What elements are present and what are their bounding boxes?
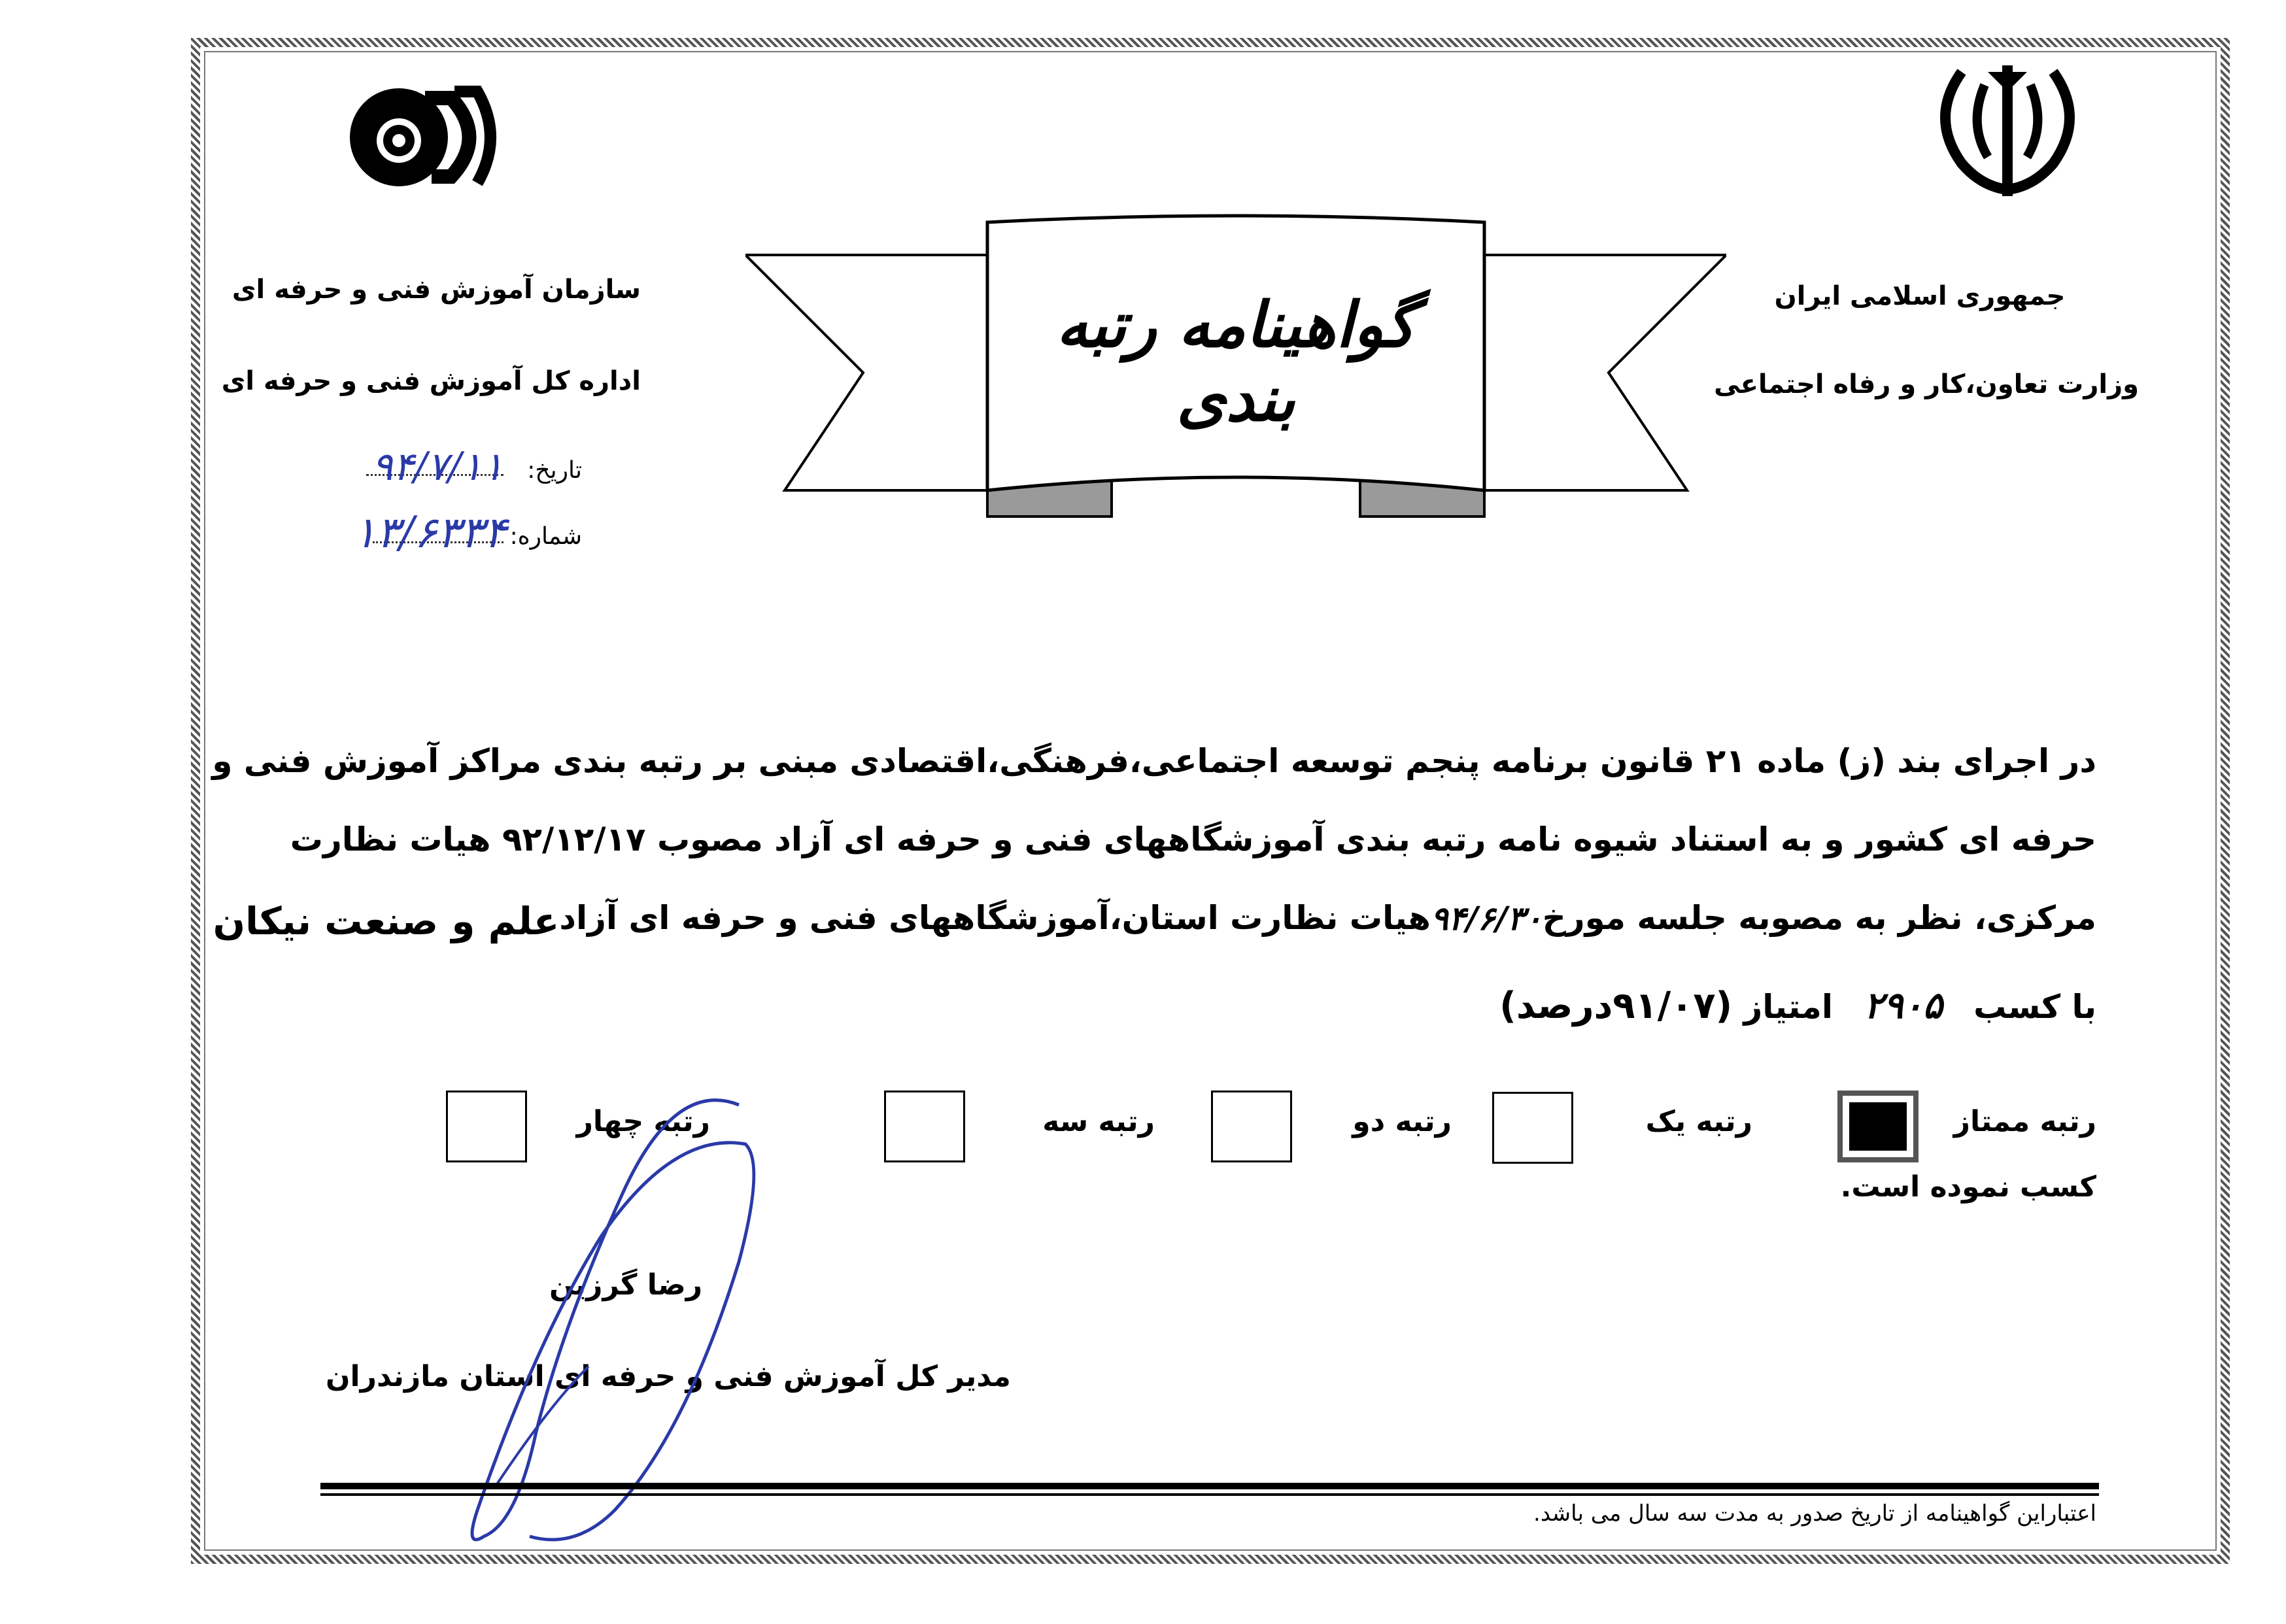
rank-checkbox-three[interactable] bbox=[884, 1091, 965, 1162]
date-value: ۹۴/۷/۱۱ bbox=[371, 444, 503, 490]
meeting-date: ۹۴/۶/۳۰ bbox=[1430, 899, 1543, 938]
rank-label-excellent: رتبه ممتاز bbox=[1953, 1105, 2096, 1138]
footer-rule-thin bbox=[320, 1493, 2099, 1496]
tvto-logo-icon bbox=[347, 78, 497, 196]
checkmark-fill bbox=[1849, 1102, 1907, 1151]
rank-checkbox-excellent[interactable] bbox=[1837, 1091, 1919, 1162]
rank-label-three: رتبه سه bbox=[1042, 1105, 1155, 1138]
score-percent: (۹۱/۰۷درصد) bbox=[1499, 985, 1733, 1027]
rank-label-four: رتبه چهار bbox=[576, 1105, 710, 1138]
number-row bbox=[262, 507, 582, 562]
number-value: ۱۳/۶۳۳۴ bbox=[353, 507, 507, 558]
date-row bbox=[307, 444, 582, 494]
score-label: امتیاز bbox=[1743, 988, 1833, 1026]
footer-rule-thick bbox=[320, 1483, 2099, 1489]
body-line-3-middle: هیات نظارت استان،آموزشگاههای فنی و حرفه ای آزاد bbox=[559, 899, 1431, 937]
handwritten-signature bbox=[458, 1092, 772, 1549]
organization-name: سازمان آموزش فنی و حرفه ای bbox=[231, 275, 641, 305]
validity-note: اعتباراین گواهینامه از تاریخ صدور به مدت سه سال می باشد. bbox=[1533, 1500, 2096, 1527]
score-value: ۲۹۰۵ bbox=[1864, 984, 1943, 1027]
institute-name: علم و صنعت نیکان bbox=[213, 899, 560, 943]
body-line-3 bbox=[213, 899, 2096, 943]
signer-title: مدیر کل آموزش فنی و حرفه ای استان مازندران bbox=[326, 1360, 1011, 1393]
rank-checkbox-two[interactable] bbox=[1211, 1091, 1292, 1162]
rank-label-one: رتبه یک bbox=[1645, 1105, 1752, 1138]
closing-text: کسب نموده است. bbox=[1840, 1170, 2096, 1204]
ministry-name: وزارت تعاون،کار و رفاه اجتماعی bbox=[1714, 369, 2139, 399]
date-label: تاریخ: bbox=[527, 457, 582, 484]
country-name: جمهوری اسلامی ایران bbox=[1774, 281, 2066, 311]
number-label: شماره: bbox=[509, 523, 582, 550]
score-prefix: با کسب bbox=[1973, 988, 2096, 1026]
body-line-3-prefix: مرکزی، نظر به مصوبه جلسه مورخ bbox=[1542, 899, 2096, 937]
certificate-title: گواهینامه رتبه بندی bbox=[1056, 288, 1416, 435]
rank-label-two: رتبه دو bbox=[1352, 1105, 1452, 1138]
iran-emblem-icon bbox=[1916, 59, 2099, 203]
body-line-2: حرفه ای کشور و به استناد شیوه نامه رتبه بندی آموزشگاههای فنی و حرفه ای آزاد مصوب ۹۲/۱۲/۱۷ هیات نظارت bbox=[290, 820, 2096, 858]
body-line-4 bbox=[1499, 984, 2096, 1027]
department-name: اداره کل آموزش فنی و حرفه ای bbox=[221, 366, 641, 396]
body-line-1: در اجرای بند (ز) ماده ۲۱ قانون برنامه پنجم توسعه اجتماعی،فرهنگی،اقتصادی مبنی بر رتبه بندی مراکز آموزش فنی و bbox=[212, 742, 2096, 780]
signer-name: رضا گرزین bbox=[549, 1268, 703, 1302]
rank-checkbox-one[interactable] bbox=[1492, 1092, 1573, 1164]
